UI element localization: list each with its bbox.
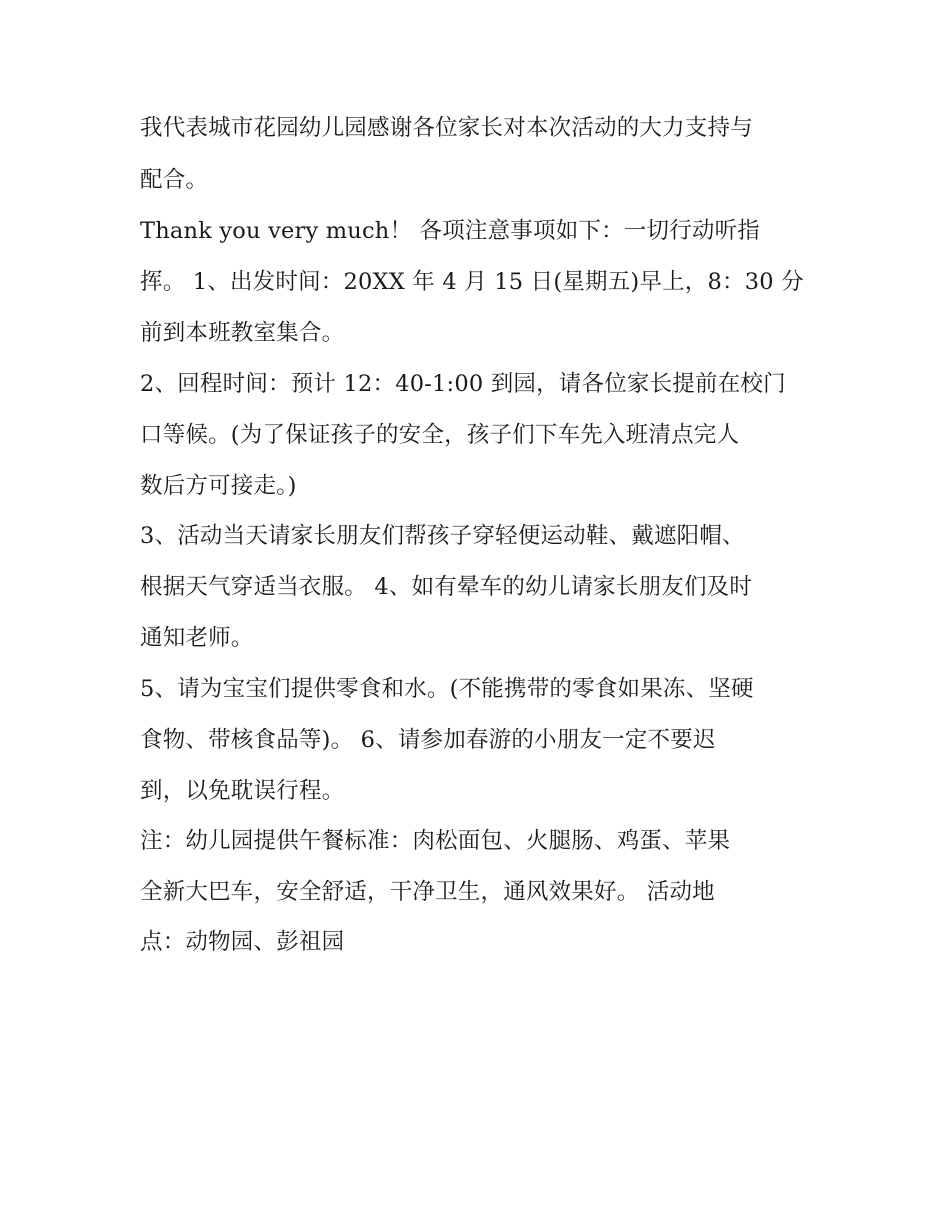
- text-line: 前到本班教室集合。: [140, 320, 345, 346]
- text-line: 注：幼儿园提供午餐标准：肉松面包、火腿肠、鸡蛋、苹果: [140, 828, 731, 854]
- text-line: 3、活动当天请家长朋友们帮孩子穿轻便运动鞋、戴遮阳帽、: [140, 523, 745, 549]
- text-line: 5、请为宝宝们提供零食和水。(不能携带的零食如果冻、坚硬: [140, 676, 754, 702]
- text-line: 根据天气穿适当衣服。 4、如有晕车的幼儿请家长朋友们及时: [140, 574, 753, 600]
- text-line: 全新大巴车，安全舒适，干净卫生，通风效果好。 活动地: [140, 879, 715, 905]
- text-line: Thank you very much！ 各项注意事项如下：一切行动听指: [140, 218, 761, 244]
- text-line: 我代表城市花园幼儿园感谢各位家长对本次活动的大力支持与: [140, 115, 753, 141]
- text-line: 通知老师。: [140, 625, 254, 651]
- text-line: 配合。: [140, 167, 209, 193]
- text-line: 到，以免耽误行程。: [140, 778, 345, 804]
- text-line: 数后方可接走。): [140, 473, 297, 499]
- text-line: 点：动物园、彭祖园: [140, 929, 345, 955]
- text-line: 挥。 1、出发时间：20XX 年 4 月 15 日(星期五)早上，8：30 分: [140, 269, 804, 295]
- text-line: 食物、带核食品等)。 6、请参加春游的小朋友一定不要迟: [140, 727, 716, 753]
- text-line: 2、回程时间：预计 12：40-1:00 到园，请各位家长提前在校门: [140, 371, 786, 397]
- text-line: 口等候。(为了保证孩子的安全，孩子们下车先入班清点完人: [140, 422, 740, 448]
